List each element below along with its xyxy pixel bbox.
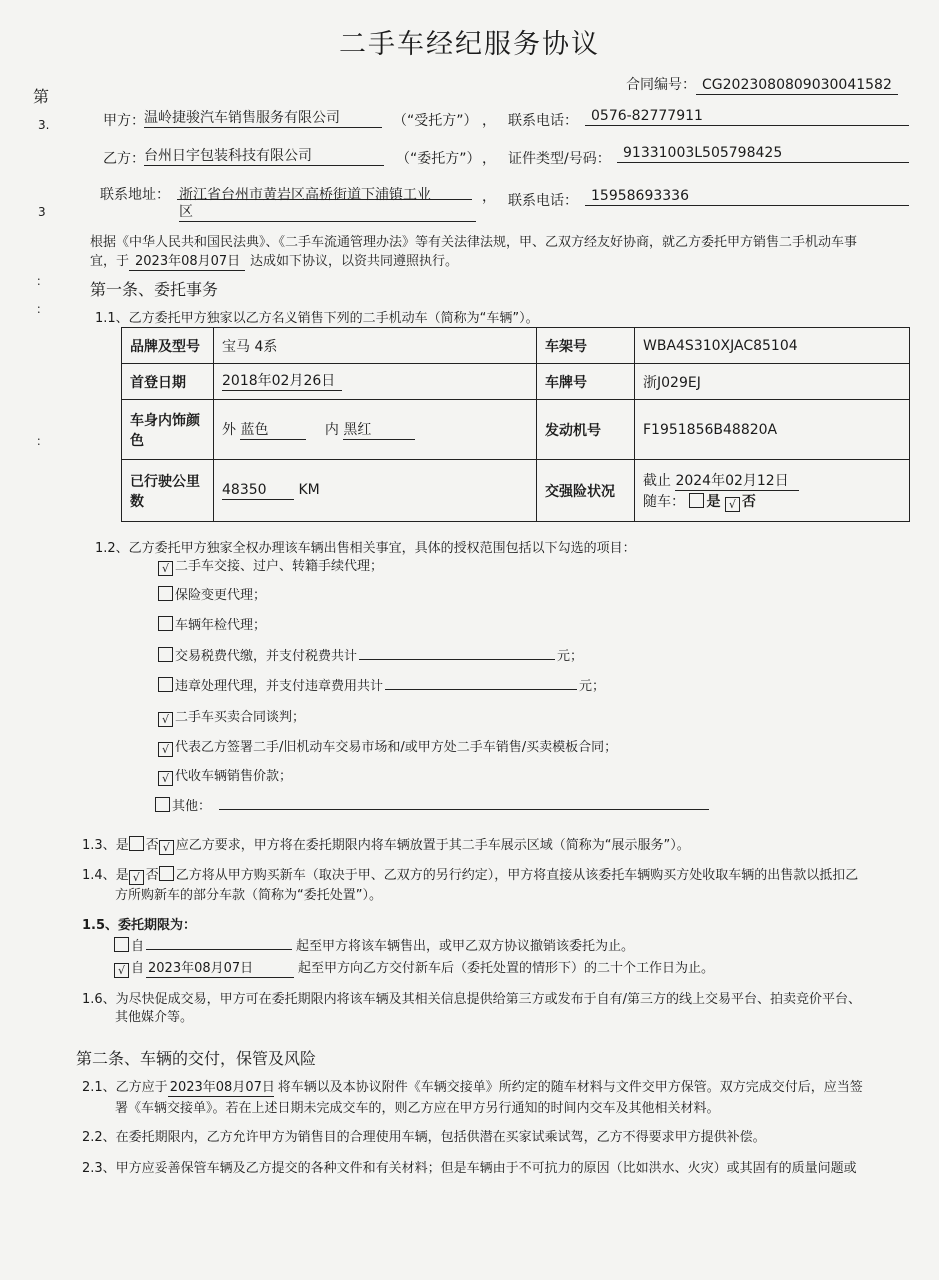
clause-2-2: 2.2、在委托期限内，乙方允许甲方为销售目的合理使用车辆，包括供潜在买家试乘试驾，乙方不得要求甲方提供补偿。 bbox=[82, 1130, 766, 1145]
comma: ， bbox=[482, 189, 496, 205]
checkbox-icon[interactable] bbox=[114, 937, 129, 952]
option-label: 代表乙方签署二手/旧机动车交易市场和/或甲方处二手车销售/买卖模板合同； bbox=[175, 740, 618, 755]
option-item bbox=[158, 645, 583, 664]
side-mark: 3 bbox=[38, 205, 46, 219]
clause-1-4-line2: 方所购新车的部分车款（简称为“委托处置”）。 bbox=[115, 888, 382, 903]
checkbox-icon[interactable] bbox=[158, 616, 173, 631]
article-1-title: 第一条、委托事务 bbox=[90, 280, 219, 299]
clause-text: 乙方将从甲方购买新车（取决于甲、乙双方的另行约定），甲方将直接从该委托车辆购买方处收取车辆的出售款以抵扣乙 bbox=[175, 868, 859, 883]
term-text: 起至甲方将该车辆售出，或甲乙双方协议撤销该委托为止。 bbox=[296, 939, 635, 954]
clause-2-3: 2.3、甲方应妥善保管车辆及乙方提交的各种文件和有关材料；但是车辆由于不可抗力的原因（比如洪水、火灾）或其固有的质量问题或 bbox=[82, 1161, 857, 1176]
side-mark: ： bbox=[36, 434, 49, 448]
checkbox-icon[interactable]: √ bbox=[158, 712, 173, 727]
plate-label: 车牌号 bbox=[537, 364, 635, 400]
clause-1-2: 1.2、乙方委托甲方独家全权办理该车辆出售相关事宜，具体的授权范围包括以下勾选的项目： bbox=[95, 541, 636, 556]
party-a-phone: 0576-82777911 bbox=[585, 108, 909, 126]
brand-label: 品牌及型号 bbox=[122, 328, 214, 364]
table-row bbox=[122, 364, 910, 400]
registration-label: 首登日期 bbox=[122, 364, 214, 400]
address-label: 联系地址： bbox=[100, 187, 170, 203]
agreement-date: 2023年08月07日 bbox=[129, 253, 245, 271]
outer-color: 蓝色 bbox=[240, 422, 306, 440]
clause-text: 2.1、乙方应于 bbox=[82, 1080, 168, 1095]
insurance-date: 2024年02月12日 bbox=[675, 473, 799, 491]
option-label: 二手车买卖合同谈判； bbox=[175, 710, 306, 725]
option-item bbox=[158, 765, 292, 786]
option-item bbox=[158, 675, 605, 694]
contract-number-label: 合同编号： bbox=[626, 77, 696, 93]
option-item bbox=[158, 555, 383, 576]
side-mark: ： bbox=[36, 302, 49, 316]
intro-pre: 宜，于 bbox=[90, 254, 130, 269]
no-label: 否 bbox=[145, 838, 159, 853]
inner-color: 黑红 bbox=[343, 422, 415, 440]
registration-value: 2018年02月26日 bbox=[222, 373, 342, 391]
checkbox-icon[interactable]: √ bbox=[158, 742, 173, 757]
intro-post: 达成如下协议，以资共同遵照执行。 bbox=[250, 254, 459, 269]
clause-number: 1.3、 bbox=[82, 838, 116, 853]
option-item bbox=[158, 706, 305, 727]
term-prefix: 自 bbox=[131, 961, 145, 976]
term-start-date: 2023年08月07日 bbox=[146, 960, 294, 978]
term-prefix: 自 bbox=[131, 939, 145, 954]
option-label: 代收车辆销售价款； bbox=[175, 769, 293, 784]
insurance-prefix: 截止 bbox=[643, 472, 671, 489]
engine-label: 发动机号 bbox=[537, 400, 635, 460]
party-b-role: （“委托方”） bbox=[396, 151, 481, 167]
clause-1-3 bbox=[82, 834, 690, 855]
checkbox-icon[interactable]: √ bbox=[129, 870, 144, 885]
option-suffix: 元； bbox=[579, 679, 606, 694]
comma: ， bbox=[482, 151, 496, 167]
term-start-field[interactable] bbox=[146, 949, 292, 950]
table-row bbox=[122, 400, 910, 460]
insurance-cell bbox=[635, 460, 910, 522]
registration-cell bbox=[214, 364, 537, 400]
term-option-1 bbox=[114, 935, 634, 954]
yes-label: 是 bbox=[115, 868, 129, 883]
side-mark: 3. bbox=[38, 118, 50, 132]
mileage-label: 已行驶公里数 bbox=[122, 460, 214, 522]
option-label: 违章处理代理，并支付违章费用共计 bbox=[175, 679, 384, 694]
option-label: 车辆年检代理； bbox=[175, 618, 267, 633]
option-label: 其他： bbox=[172, 799, 212, 814]
clause-number: 1.4、 bbox=[82, 868, 116, 883]
checkbox-icon[interactable]: √ bbox=[158, 771, 173, 786]
intro-line2 bbox=[90, 250, 458, 271]
party-b-name: 台州日宇包装科技有限公司 bbox=[144, 148, 384, 166]
mileage-cell bbox=[214, 460, 537, 522]
party-b-phone: 15958693336 bbox=[585, 188, 909, 206]
option-item bbox=[158, 614, 266, 633]
tax-amount-field[interactable] bbox=[359, 659, 555, 660]
table-row bbox=[122, 460, 910, 522]
plate-value: 浙J029EJ bbox=[635, 364, 910, 400]
insurance-expiry bbox=[643, 470, 901, 491]
no-label: 否 bbox=[145, 868, 159, 883]
color-label: 车身内饰颜色 bbox=[122, 400, 214, 460]
clause-2-1-line2: 署《车辆交接单》。若在上述日期未完成交车的，则乙方应在甲方另行通知的时间内交车及其他相关材料。 bbox=[115, 1101, 720, 1116]
address-underline bbox=[177, 199, 472, 200]
checkbox-icon[interactable]: √ bbox=[114, 963, 129, 978]
color-cell bbox=[214, 400, 537, 460]
party-a-role: （“受托方”） bbox=[393, 113, 478, 129]
side-mark: ： bbox=[36, 274, 49, 288]
option-item bbox=[158, 584, 266, 603]
mileage-unit: KM bbox=[298, 481, 320, 498]
address-line1: 浙江省台州市黄岩区高桥街道下浦镇工业 bbox=[179, 187, 431, 203]
party-a-name: 温岭捷骏汽车销售服务有限公司 bbox=[144, 110, 382, 128]
clause-1-5-title: 1.5、委托期限为： bbox=[82, 918, 197, 933]
checkbox-icon[interactable] bbox=[159, 866, 174, 881]
party-a-phone-label: 联系电话： bbox=[508, 113, 578, 129]
clause-1-4 bbox=[82, 864, 858, 885]
checkbox-icon[interactable]: √ bbox=[159, 840, 174, 855]
vin-value: WBA4S310XJAC85104 bbox=[635, 328, 910, 364]
party-b-label: 乙方： bbox=[103, 151, 145, 167]
inner-color-prefix: 内 bbox=[324, 422, 339, 438]
comma: ， bbox=[482, 113, 496, 129]
option-label: 交易税费代缴，并支付税费共计 bbox=[175, 649, 358, 664]
other-field[interactable] bbox=[219, 809, 709, 810]
option-label: 保险变更代理； bbox=[175, 588, 267, 603]
checkbox-icon[interactable] bbox=[158, 586, 173, 601]
checkbox-icon[interactable] bbox=[158, 677, 173, 692]
option-suffix: 元； bbox=[557, 649, 584, 664]
delivery-date: 2023年08月07日 bbox=[169, 1080, 275, 1095]
clause-text: 将车辆以及本协议附件《车辆交接单》所约定的随车材料与文件交甲方保管。双方完成交付后，应当签 bbox=[277, 1080, 863, 1095]
insurance-with-vehicle bbox=[643, 491, 901, 512]
term-option-2 bbox=[114, 957, 714, 978]
violation-amount-field[interactable] bbox=[385, 689, 577, 690]
address-line2: 区 bbox=[179, 204, 476, 222]
checkbox-icon[interactable]: √ bbox=[725, 497, 740, 512]
checkbox-icon[interactable] bbox=[155, 797, 170, 812]
document-title: 二手车经纪服务协议 bbox=[339, 29, 600, 60]
engine-value: F1951856B48820A bbox=[635, 400, 910, 460]
outer-color-prefix: 外 bbox=[222, 422, 236, 438]
party-b-id: 91331003L505798425 bbox=[617, 145, 909, 163]
option-item bbox=[158, 736, 617, 757]
yes-label: 是 bbox=[115, 838, 129, 853]
yes-label: 是 bbox=[706, 493, 721, 510]
table-row bbox=[122, 328, 910, 364]
checkbox-icon[interactable]: √ bbox=[158, 561, 173, 576]
party-a-label: 甲方： bbox=[103, 113, 145, 129]
clause-2-1-line1 bbox=[82, 1076, 863, 1097]
article-2-title: 第二条、车辆的交付，保管及风险 bbox=[76, 1049, 317, 1068]
contract-number-value: CG2023080809030041582 bbox=[696, 77, 898, 95]
term-text: 起至甲方向乙方交付新车后（委托处置的情形下）的二十个工作日为止。 bbox=[298, 961, 715, 976]
option-label: 二手车交接、过户、转籍手续代理； bbox=[175, 559, 384, 574]
checkbox-icon[interactable] bbox=[158, 647, 173, 662]
with-vehicle-label: 随车： bbox=[643, 493, 685, 510]
vehicle-table bbox=[121, 327, 910, 522]
intro-line1: 根据《中华人民共和国民法典》、《二手车流通管理办法》等有关法律法规，甲、乙双方经友好协商，就乙方委托甲方销售二手机动车事 bbox=[90, 235, 858, 250]
option-item bbox=[155, 795, 709, 814]
party-b-phone-label: 联系电话： bbox=[508, 193, 578, 209]
mileage-value: 48350 bbox=[222, 482, 294, 500]
checkbox-icon[interactable] bbox=[129, 836, 144, 851]
insurance-label: 交强险状况 bbox=[537, 460, 635, 522]
side-mark: 第 bbox=[33, 87, 50, 106]
brand-value: 宝马 4系 bbox=[214, 328, 537, 364]
party-b-id-label: 证件类型/号码： bbox=[508, 151, 611, 167]
no-label: 否 bbox=[741, 493, 756, 510]
clause-1-6-line2: 其他媒介等。 bbox=[115, 1010, 194, 1025]
clause-1-1: 1.1、乙方委托甲方独家以乙方名义销售下列的二手机动车（简称为“车辆”）。 bbox=[95, 311, 539, 326]
contract-number bbox=[626, 74, 898, 95]
checkbox-icon[interactable] bbox=[689, 493, 704, 508]
clause-text: 应乙方要求，甲方将在委托期限内将车辆放置于其二手车展示区域（简称为“展示服务”）。 bbox=[175, 838, 690, 853]
clause-1-6-line1: 1.6、为尽快促成交易，甲方可在委托期限内将该车辆及其相关信息提供给第三方或发布于自有/第三方的线上交易平台、拍卖竞价平台、 bbox=[82, 992, 862, 1007]
vin-label: 车架号 bbox=[537, 328, 635, 364]
